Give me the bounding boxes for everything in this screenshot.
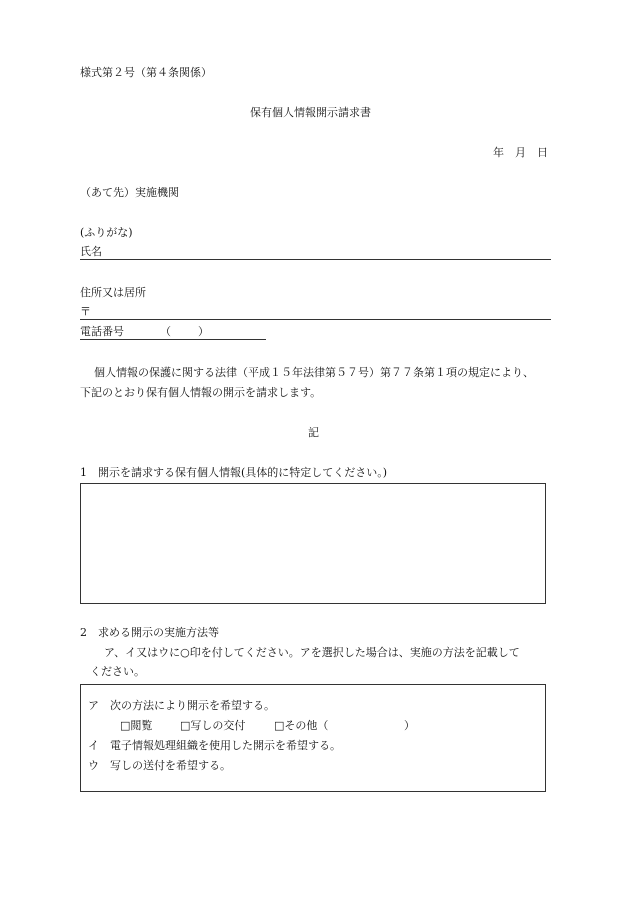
phone-paren-open: （ <box>160 325 171 338</box>
addressee: （あて先）実施機関 <box>80 186 179 199</box>
address-label: 住所又は居所 <box>80 286 146 299</box>
form-number: 様式第２号（第４条関係） <box>80 66 212 79</box>
section2-instruction-2: ください。 <box>90 665 145 678</box>
body-line-1: 個人情報の保護に関する法律（平成１５年法律第５７号）第７７条第１項の規定により、 <box>94 366 534 379</box>
option-u[interactable]: ウ 写しの送付を希望する。 <box>88 759 231 772</box>
option-i[interactable]: イ 電子情報処理組織を使用した開示を希望する。 <box>88 739 341 752</box>
ki-heading: 記 <box>308 426 319 439</box>
section1-heading: 1 開示を請求する保有個人情報(具体的に特定してください。) <box>80 466 388 479</box>
name-label: 氏名 <box>80 245 102 258</box>
phone-paren-close: ） <box>198 325 209 338</box>
date-line: 年 月 日 <box>493 146 548 159</box>
option-a[interactable]: ア 次の方法により開示を希望する。 <box>88 699 275 712</box>
postal-mark: 〒 <box>80 305 91 318</box>
option-a-copy-checkbox[interactable]: □写しの交付 <box>180 719 246 732</box>
option-a-other-close: ） <box>404 719 415 732</box>
furigana-label: (ふりがな) <box>80 226 133 239</box>
name-field-line[interactable] <box>80 259 551 260</box>
section2-heading: 2 求める開示の実施方法等 <box>80 626 219 639</box>
section1-input-box[interactable] <box>80 483 546 604</box>
phone-field-line[interactable] <box>80 339 266 340</box>
page-title: 保有個人情報開示請求書 <box>250 106 371 119</box>
option-a-other-checkbox[interactable]: □その他（ <box>274 719 329 732</box>
body-line-2: 下記のとおり保有個人情報の開示を請求します。 <box>80 386 322 399</box>
phone-label: 電話番号 <box>80 325 124 338</box>
option-a-view-checkbox[interactable]: □閲覧 <box>120 719 153 732</box>
section2-instruction-1: ア、イ又はウに○印を付してください。アを選択した場合は、実施の方法を記載して <box>104 646 520 659</box>
address-field-line[interactable] <box>80 319 551 320</box>
